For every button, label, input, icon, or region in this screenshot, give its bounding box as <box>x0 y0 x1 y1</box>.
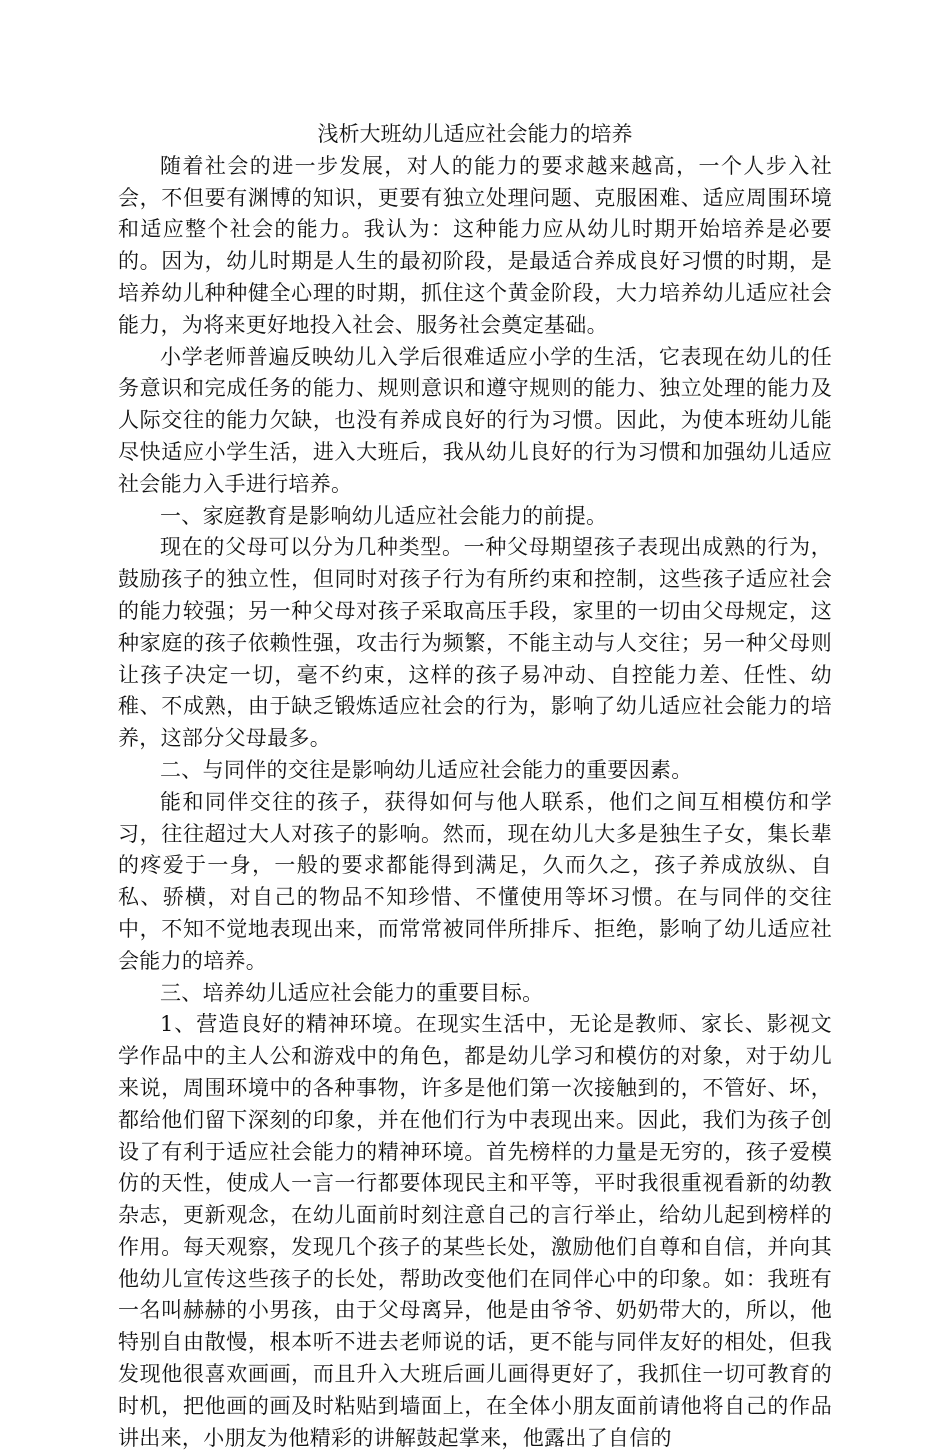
section-heading-peer-interaction: 二、与同伴的交往是影响幼儿适应社会能力的重要因素。 <box>160 757 693 782</box>
section-heading-family-education: 一、家庭教育是影响幼儿适应社会能力的前提。 <box>160 503 608 528</box>
paragraph-parent-types: 现在的父母可以分为几种类型。一种父母期望孩子表现出成熟的行为，鼓励孩子的独立性，但同时对孩子行为有所约束和控制，这些孩子适应社会的能力较强；另一种父母对孩子采取高压手段，家里的一切由父母规定，这种家庭的孩子依赖性强，攻击行为频繁，不能主动与人交往；另一种父母则让孩子决定一切，毫不约束，这样的孩子易冲动、自控能力差、任性、幼稚、不成熟，由于缺乏锻炼适应社会的行为，影响了幼儿适应社会能力的培养，这部分父母最多。 <box>118 535 832 751</box>
document-page <box>118 119 832 1454</box>
section-heading-goals: 三、培养幼儿适应社会能力的重要目标。 <box>160 980 544 1005</box>
paragraph-intro: 随着社会的进一步发展，对人的能力的要求越来越高，一个人步入社会，不但要有渊博的知识，更要有独立处理问题、克服困难、适应周围环境和适应整个社会的能力。我认为：这种能力应从幼儿时期开始培养是必要的。因为，幼儿时期是人生的最初阶段，是最适合养成良好习惯的时期，是培养幼儿种种健全心理的时期，抓住这个黄金阶段，大力培养幼儿适应社会能力，为将来更好地投入社会、服务社会奠定基础。 <box>118 153 832 337</box>
paragraph-spiritual-environment: 1、营造良好的精神环境。在现实生活中，无论是教师、家长、影视文学作品中的主人公和游戏中的角色，都是幼儿学习和模仿的对象，对于幼儿来说，周围环境中的各种事物，许多是他们第一次接触到的，不管好、坏，都给他们留下深刻的印象，并在他们行为中表现出来。因此，我们为孩子创设了有利于适应社会能力的精神环境。首先榜样的力量是无穷的，孩子爱模仿的天性，使成人一言一行都要体现民主和平等，平时我很重视看新的幼教杂志，更新观念，在幼儿面前时刻注意自己的言行举止，给幼儿起到榜样的作用。每天观察，发现几个孩子的某些长处，激励他们自尊和自信，并向其他幼儿宣传这些孩子的长处，帮助改变他们在同伴心中的印象。如：我班有一名叫赫赫的小男孩，由于父母离异，他是由爷爷、奶奶带大的，所以，他特别自由散慢，根本听不进去老师说的话，更不能与同伴友好的相处，但我发现他很喜欢画画，而且升入大班后画儿画得更好了，我抓住一切可教育的时机，把他画的画及时粘贴到墙面上，在全体小朋友面前请他将自己的作品讲出来，小朋友为他精彩的讲解鼓起掌来，他露出了自信的 <box>118 1012 832 1450</box>
paragraph-peer-interaction: 能和同伴交往的孩子，获得如何与他人联系，他们之间互相模仿和学习，往往超过大人对孩子的影响。然而，现在幼儿大多是独生子女，集长辈的疼爱于一身，一般的要求都能得到满足，久而久之，孩子养成放纵、自私、骄横，对自己的物品不知珍惜、不懂使用等坏习惯。在与同伴的交往中，不知不觉地表现出来，而常常被同伴所排斥、拒绝，影响了幼儿适应社会能力的培养。 <box>118 789 832 973</box>
document-title: 浅析大班幼儿适应社会能力的培养 <box>317 122 633 146</box>
paragraph-primary-school-feedback: 小学老师普遍反映幼儿入学后很难适应小学的生活，它表现在幼儿的任务意识和完成任务的能力、规则意识和遵守规则的能力、独立处理的能力及人际交往的能力欠缺，也没有养成良好的行为习惯。因此，为使本班幼儿能尽快适应小学生活，进入大班后，我从幼儿良好的行为习惯和加强幼儿适应社会能力入手进行培养。 <box>118 344 832 496</box>
